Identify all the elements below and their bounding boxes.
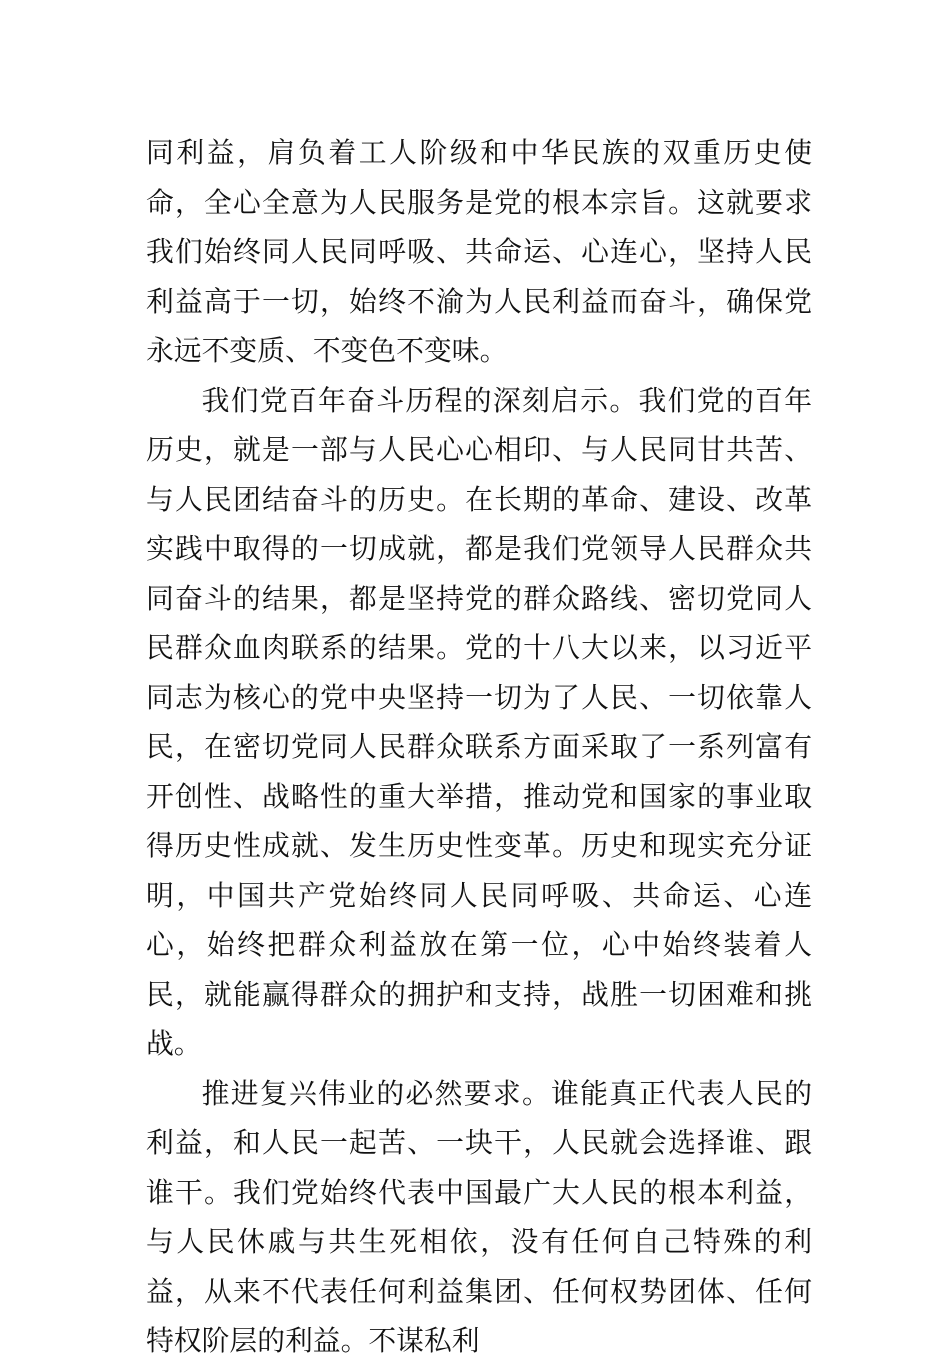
- paragraph-2: 我们党百年奋斗历程的深刻启示。我们党的百年历史，就是一部与人民心心相印、与人民同甘共苦、与人民团结奋斗的历史。在长期的革命、建设、改革实践中取得的一切成就，都是我们党领导人民群众共同奋斗的结果，都是坚持党的群众路线、密切党同人民群众血肉联系的结果。党的十八大以来，以习近平同志为核心的党中央坚持一切为了人民、一切依靠人民，在密切党同人民群众联系方面采取了一系列富有开创性、战略性的重大举措，推动党和国家的事业取得历史性成就、发生历史性变革。历史和现实充分证明，中国共产党始终同人民同呼吸、共命运、心连心，始终把群众利益放在第一位，心中始终装着人民，就能赢得群众的拥护和支持，战胜一切困难和挑战。: [146, 383, 812, 1060]
- document-body: [146, 128, 812, 1366]
- paragraph-3: 推进复兴伟业的必然要求。谁能真正代表人民的利益，和人民一起苦、一块干，人民就会选择谁、跟谁干。我们党始终代表中国最广大人民的根本利益，与人民休戚与共生死相依，没有任何自己特殊的利益，从来不代表任何利益集团、任何权势团体、任何特权阶层的利益。不谋私利: [146, 1076, 812, 1357]
- paragraph-1: 同利益，肩负着工人阶级和中华民族的双重历史使命，全心全意为人民服务是党的根本宗旨。这就要求我们始终同人民同呼吸、共命运、心连心，坚持人民利益高于一切，始终不渝为人民利益而奋斗，确保党永远不变质、不变色不变味。: [146, 136, 812, 367]
